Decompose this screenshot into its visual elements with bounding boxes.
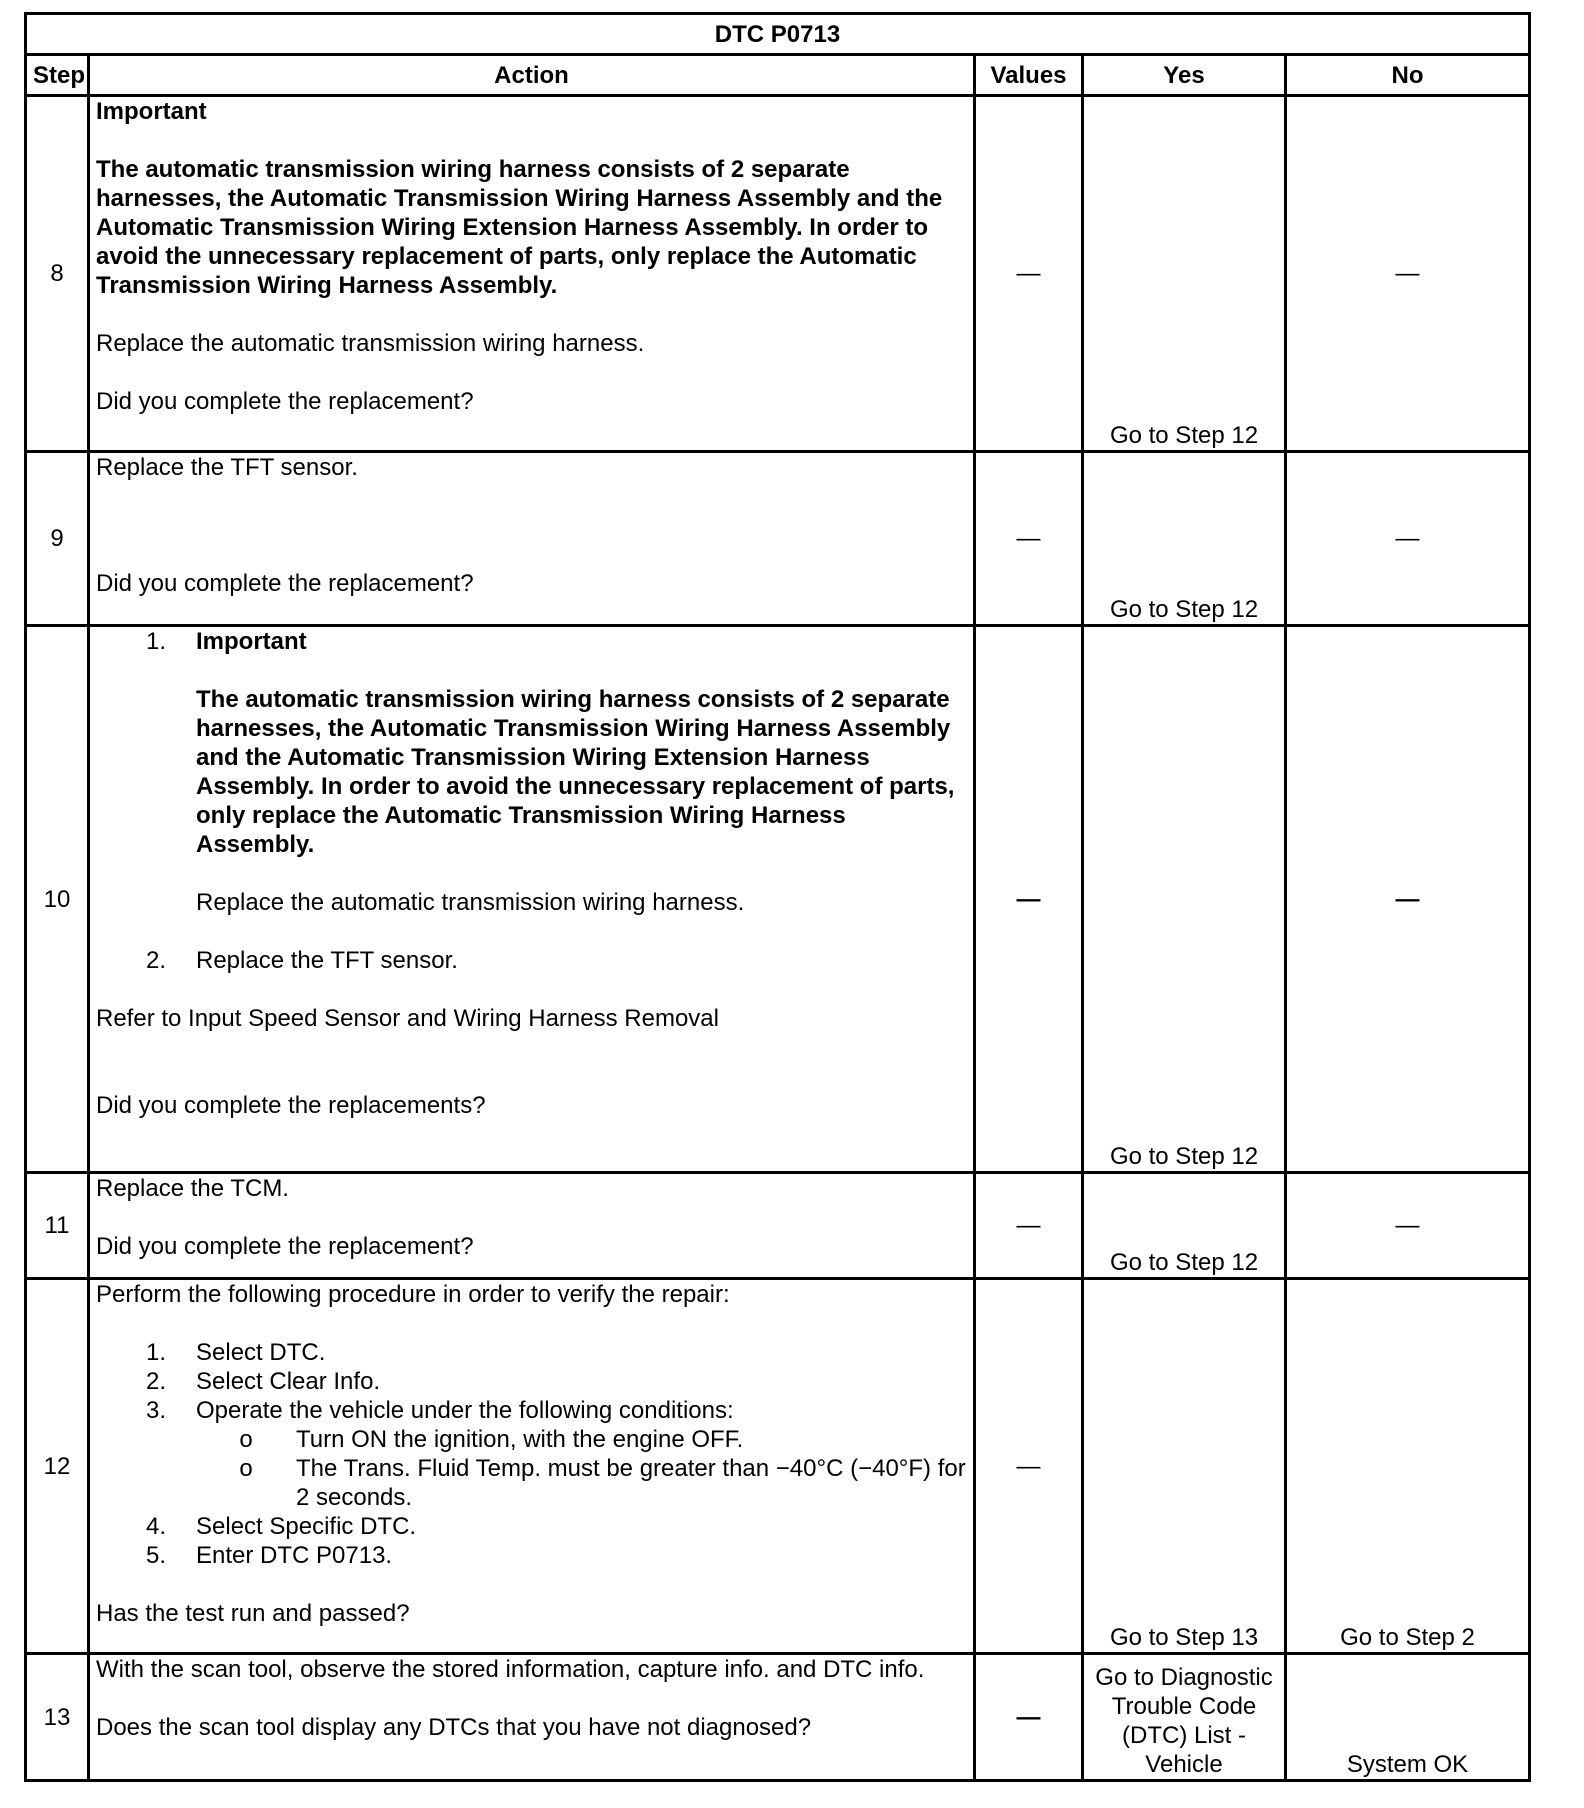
values-cell: —: [975, 1173, 1083, 1279]
values-cell: —: [975, 1654, 1083, 1781]
list-item: [96, 1338, 967, 1367]
yes-link[interactable]: Go to Step 13: [1083, 1279, 1286, 1654]
values-cell: —: [975, 626, 1083, 1173]
values-cell: —: [975, 96, 1083, 452]
list-item-text: Select Specific DTC.: [196, 1513, 417, 1540]
refer-link[interactable]: Refer to Input Speed Sensor and Wiring Harness Removal: [96, 1005, 719, 1032]
intro-text: Perform the following procedure in order to verify the repair:: [96, 1281, 730, 1308]
no-link[interactable]: Go to Step 2: [1286, 1279, 1530, 1654]
yes-link[interactable]: Go to Step 12: [1083, 626, 1286, 1173]
bullet: o: [239, 1455, 253, 1482]
step-number: 13: [26, 1654, 89, 1781]
sub-item-text: The Trans. Fluid Temp. must be greater than −40°C (−40°F) for 2 seconds.: [296, 1455, 966, 1511]
sub-item-text: Turn ON the ignition, with the engine OFF.: [296, 1426, 744, 1453]
dtc-table: [24, 12, 1531, 1782]
list-item: [96, 1541, 967, 1570]
action-cell: [89, 452, 975, 626]
yes-link[interactable]: Go to Step 12: [1083, 96, 1286, 452]
list-item-text: Select DTC.: [196, 1339, 326, 1366]
yes-link[interactable]: Go to Step 12: [1083, 1173, 1286, 1279]
action-cell: [89, 1279, 975, 1654]
list-number: 4.: [145, 1513, 166, 1540]
question-text: Has the test run and passed?: [96, 1600, 410, 1627]
table-row: [26, 1654, 1530, 1781]
table-row: [26, 1173, 1530, 1279]
list-item: [96, 1367, 967, 1396]
list-number: 2.: [145, 947, 166, 974]
list-number: 2.: [145, 1368, 166, 1395]
action-cell: [89, 626, 975, 1173]
important-note: The automatic transmission wiring harness consists of 2 separate harnesses, the Automatic Transmission Wiring Harness Assembly and the Automatic Transmission Wiring Extension Harness Assembly. In order to avoid the unnecessary replacement of parts, only replace the Automatic Transmission Wiring Harness Assembly.: [96, 156, 943, 299]
header-no: No: [1286, 55, 1530, 96]
no-cell: —: [1286, 96, 1530, 452]
list-item-text: Replace the TFT sensor.: [196, 947, 458, 974]
table-row: [26, 452, 1530, 626]
list-item: [96, 627, 967, 946]
header-row: [26, 55, 1530, 96]
list-number: 1.: [145, 1339, 166, 1366]
list-item: [96, 1512, 967, 1541]
step-number: 8: [26, 96, 89, 452]
question-text: Did you complete the replacements?: [96, 1092, 486, 1119]
instruction-text: Replace the TFT sensor.: [96, 454, 358, 481]
step-number: 10: [26, 626, 89, 1173]
bullet: o: [239, 1426, 253, 1453]
procedure-list: [96, 627, 967, 975]
question-text: Does the scan tool display any DTCs that you have not diagnosed?: [96, 1714, 812, 1741]
action-cell: [89, 1654, 975, 1781]
list-number: 3.: [145, 1397, 166, 1424]
values-cell: —: [975, 1279, 1083, 1654]
table-title: DTC P0713: [26, 14, 1530, 55]
table-row: [26, 1279, 1530, 1654]
header-action: Action: [89, 55, 975, 96]
step-number: 12: [26, 1279, 89, 1654]
list-number: 5.: [145, 1542, 166, 1569]
list-item: [96, 946, 967, 975]
question-text: Did you complete the replacement?: [96, 1233, 474, 1260]
step-number: 9: [26, 452, 89, 626]
list-item-text: Select Clear Info.: [196, 1368, 381, 1395]
question-text: Did you complete the replacement?: [96, 388, 474, 415]
step-number: 11: [26, 1173, 89, 1279]
no-cell: —: [1286, 1173, 1530, 1279]
instruction-text: Replace the TCM.: [96, 1175, 289, 1202]
instruction-text: With the scan tool, observe the stored information, capture info. and DTC info.: [96, 1656, 925, 1683]
important-note: The automatic transmission wiring harness consists of 2 separate harnesses, the Automatic Transmission Wiring Harness Assembly and the Automatic Transmission Wiring Extension Harness Assembly. In order to avoid the unnecessary replacement of parts, only replace the Automatic Transmission Wiring Harness Assembly.: [196, 686, 955, 858]
important-label: Important: [96, 98, 207, 125]
table-row: [26, 96, 1530, 452]
list-item: [96, 1396, 967, 1512]
no-cell: —: [1286, 626, 1530, 1173]
procedure-list: [96, 1338, 967, 1570]
action-cell: [89, 96, 975, 452]
list-item-text: Operate the vehicle under the following conditions:: [196, 1397, 734, 1424]
header-values: Values: [975, 55, 1083, 96]
list-item-text: Enter DTC P0713.: [196, 1542, 393, 1569]
action-cell: [89, 1173, 975, 1279]
yes-link[interactable]: Go to Step 12: [1083, 452, 1286, 626]
sub-list-item: [196, 1425, 967, 1454]
header-yes: Yes: [1083, 55, 1286, 96]
header-step: Step: [26, 55, 89, 96]
table-row: [26, 626, 1530, 1173]
no-cell: —: [1286, 452, 1530, 626]
important-label: Important: [196, 628, 307, 655]
values-cell: —: [975, 452, 1083, 626]
list-number: 1.: [145, 628, 166, 655]
no-result: System OK: [1286, 1654, 1530, 1781]
question-text: Did you complete the replacement?: [96, 570, 474, 597]
condition-list: [196, 1425, 967, 1512]
yes-link[interactable]: Go to Diagnostic Trouble Code (DTC) List - Vehicle: [1083, 1654, 1286, 1781]
instruction-text: Replace the automatic transmission wiring harness.: [96, 330, 645, 357]
instruction-text: Replace the automatic transmission wiring harness.: [196, 889, 745, 916]
sub-list-item: [196, 1454, 967, 1512]
